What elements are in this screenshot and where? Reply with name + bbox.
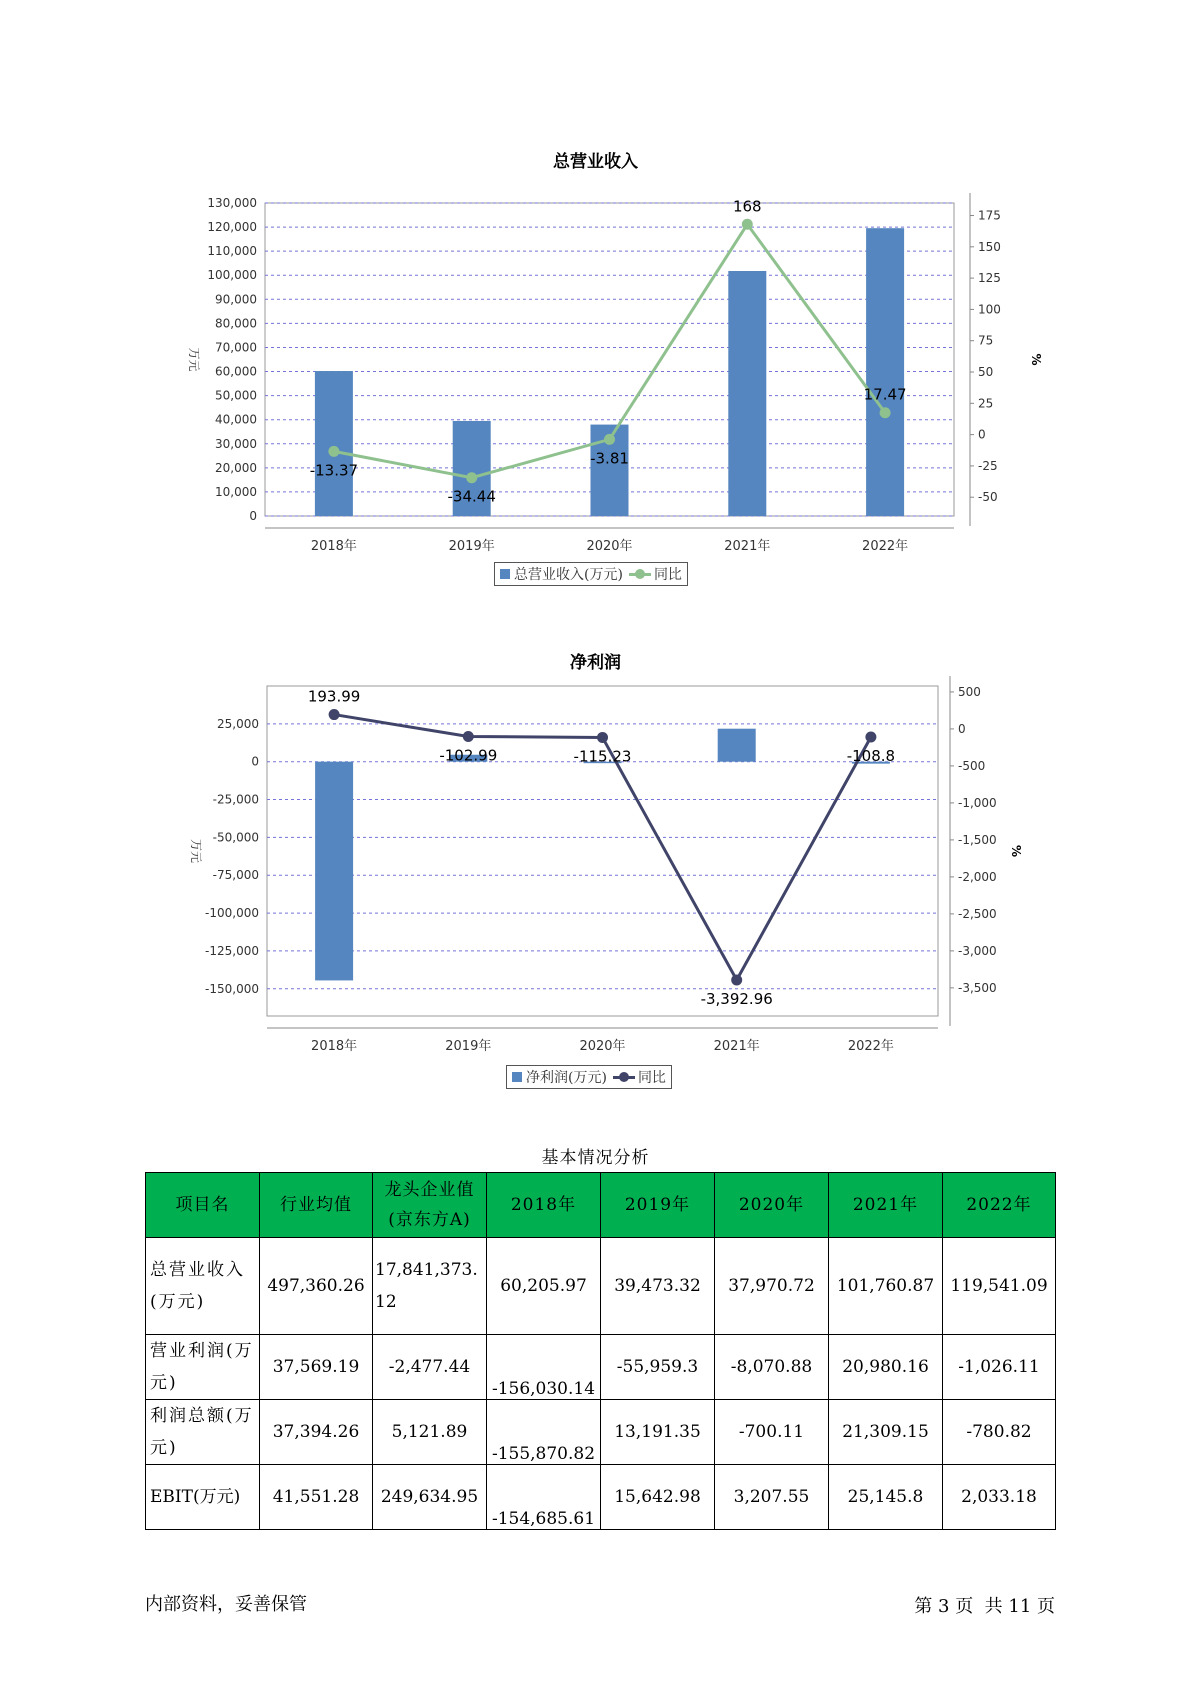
y-left-tick-label: -125,000 bbox=[205, 943, 259, 958]
x-tick-label: 2018年 bbox=[310, 539, 357, 554]
table-cell: 2,033.18 bbox=[943, 1465, 1056, 1530]
line-point bbox=[742, 219, 753, 230]
y-left-tick-label: -50,000 bbox=[212, 830, 259, 845]
y-right-tick-label: 150 bbox=[978, 239, 1001, 254]
y-left-tick-label: 60,000 bbox=[215, 364, 257, 379]
line-point bbox=[328, 446, 339, 457]
data-label: -3,392.96 bbox=[700, 989, 773, 1008]
data-label: -115.23 bbox=[573, 747, 632, 766]
table-header-cell: 2019年 bbox=[601, 1173, 715, 1238]
table-header-row bbox=[146, 1173, 1056, 1238]
table-row bbox=[146, 1238, 1056, 1335]
y-left-tick-label: 40,000 bbox=[215, 412, 257, 427]
basic-analysis-table bbox=[145, 1172, 1056, 1530]
table-header-cell: 2021年 bbox=[829, 1173, 943, 1238]
x-tick-label: 2018年 bbox=[311, 1039, 358, 1054]
y-right-tick-label: 175 bbox=[978, 208, 1001, 223]
table-cell: -1,026.11 bbox=[943, 1335, 1056, 1400]
table-cell: -2,477.44 bbox=[373, 1335, 487, 1400]
data-label: -13.37 bbox=[309, 461, 359, 480]
net-profit-chart bbox=[0, 670, 1191, 1100]
y-left-tick-label: 30,000 bbox=[215, 436, 257, 451]
y-left-tick-label: 0 bbox=[249, 509, 257, 523]
table-row bbox=[146, 1465, 1056, 1530]
table-cell: 20,980.16 bbox=[829, 1335, 943, 1400]
table-cell: -155,870.82 bbox=[487, 1400, 601, 1465]
table-cell: 37,569.19 bbox=[260, 1335, 373, 1400]
y-right-tick-label: 25 bbox=[978, 396, 994, 411]
bar bbox=[728, 271, 766, 516]
table-cell: 39,473.32 bbox=[601, 1238, 715, 1335]
line-point bbox=[597, 732, 608, 743]
legend-bar-label: 总营业收入(万元) bbox=[514, 567, 623, 583]
y-left-axis-title: 万元 bbox=[187, 347, 201, 372]
y-right-tick-label: 75 bbox=[978, 333, 994, 348]
y-left-tick-label: -150,000 bbox=[205, 981, 259, 996]
data-label: -3.81 bbox=[590, 449, 629, 468]
y-left-tick-label: -25,000 bbox=[212, 792, 259, 807]
legend-bar-swatch bbox=[512, 1072, 522, 1082]
table-row-label: 营业利润(万元) bbox=[146, 1335, 260, 1400]
table-cell: 37,970.72 bbox=[715, 1238, 829, 1335]
y-right-tick-label: 100 bbox=[978, 302, 1001, 317]
bar bbox=[315, 762, 353, 981]
x-tick-label: 2021年 bbox=[724, 539, 771, 554]
table-cell: 497,360.26 bbox=[260, 1238, 373, 1335]
table-cell: 249,634.95 bbox=[373, 1465, 487, 1530]
y-left-tick-label: 80,000 bbox=[215, 316, 257, 331]
y-right-tick-label: -25 bbox=[978, 458, 998, 473]
chart-title-revenue: 总营业收入 bbox=[553, 152, 638, 172]
y-right-tick-label: 50 bbox=[978, 365, 994, 380]
table-header-cell: 项目名 bbox=[146, 1173, 260, 1238]
y-left-tick-label: 0 bbox=[251, 754, 259, 769]
y-right-tick-label: 0 bbox=[958, 721, 966, 736]
y-left-tick-label: 100,000 bbox=[207, 268, 257, 283]
bar bbox=[718, 729, 756, 762]
footer-page-number: 第 3 页 共 11 页 bbox=[914, 1596, 1055, 1617]
table-cell: -55,959.3 bbox=[601, 1335, 715, 1400]
y-left-tick-label: -100,000 bbox=[205, 906, 259, 921]
y-left-tick-label: 20,000 bbox=[215, 460, 257, 475]
x-tick-label: 2022年 bbox=[862, 539, 909, 554]
data-label: -102.99 bbox=[439, 746, 498, 765]
line-point bbox=[731, 974, 742, 985]
x-tick-label: 2020年 bbox=[579, 1039, 626, 1054]
revenue-chart-legend bbox=[494, 562, 688, 586]
net-profit-chart-legend bbox=[506, 1065, 672, 1089]
table-header-cell: 2022年 bbox=[943, 1173, 1056, 1238]
table-cell: -700.11 bbox=[715, 1400, 829, 1465]
table-row bbox=[146, 1335, 1056, 1400]
y-right-tick-label: -50 bbox=[978, 490, 998, 505]
x-tick-label: 2019年 bbox=[445, 1039, 492, 1054]
x-tick-label: 2020年 bbox=[586, 539, 633, 554]
y-right-tick-label: 125 bbox=[978, 271, 1001, 286]
table-cell: 13,191.35 bbox=[601, 1400, 715, 1465]
y-right-tick-label: -1,500 bbox=[958, 832, 997, 847]
legend-line-label: 同比 bbox=[653, 567, 682, 583]
y-left-tick-label: 70,000 bbox=[215, 340, 257, 355]
y-right-axis-title: % bbox=[1009, 844, 1023, 858]
x-tick-label: 2019年 bbox=[448, 539, 495, 554]
data-label: 193.99 bbox=[307, 687, 361, 706]
x-tick-label: 2022年 bbox=[847, 1039, 894, 1054]
y-left-tick-label: 25,000 bbox=[217, 716, 259, 731]
table-cell: -156,030.14 bbox=[487, 1335, 601, 1400]
table-cell: -780.82 bbox=[943, 1400, 1056, 1465]
y-right-tick-label: -3,000 bbox=[958, 943, 997, 958]
y-left-tick-label: 120,000 bbox=[207, 220, 257, 235]
table-row bbox=[146, 1400, 1056, 1465]
table-header-cell: 2018年 bbox=[487, 1173, 601, 1238]
y-left-axis-title: 万元 bbox=[189, 838, 203, 864]
legend-line-swatch bbox=[629, 569, 651, 579]
y-right-tick-label: 0 bbox=[978, 427, 986, 442]
table-row-label: 总营业收入(万元) bbox=[146, 1238, 260, 1335]
legend-line-swatch bbox=[613, 1072, 635, 1082]
y-left-tick-label: 50,000 bbox=[215, 388, 257, 403]
table-cell: -8,070.88 bbox=[715, 1335, 829, 1400]
y-right-tick-label: -2,000 bbox=[958, 869, 997, 884]
line-point bbox=[865, 731, 876, 742]
y-left-tick-label: 110,000 bbox=[207, 244, 257, 259]
line-point bbox=[329, 709, 340, 720]
y-right-tick-label: -3,500 bbox=[958, 980, 997, 995]
table-cell: 37,394.26 bbox=[260, 1400, 373, 1465]
table-row-label: 利润总额(万元) bbox=[146, 1400, 260, 1465]
table-cell: -154,685.61 bbox=[487, 1465, 601, 1530]
revenue-chart bbox=[0, 170, 1191, 590]
table-cell: 119,541.09 bbox=[943, 1238, 1056, 1335]
table-cell: 5,121.89 bbox=[373, 1400, 487, 1465]
footer-confidential-note: 内部资料，妥善保管 bbox=[145, 1594, 307, 1615]
table-title: 基本情况分析 bbox=[541, 1148, 650, 1168]
line-point bbox=[466, 472, 477, 483]
table-cell: 17,841,373.12 bbox=[373, 1238, 487, 1335]
y-left-tick-label: 90,000 bbox=[215, 292, 257, 307]
table-header-cell: 龙头企业值(京东方A) bbox=[373, 1173, 487, 1238]
y-right-tick-label: -1,000 bbox=[958, 795, 997, 810]
bar bbox=[866, 228, 904, 516]
y-right-axis-title: % bbox=[1029, 353, 1043, 366]
chart-title-net-profit: 净利润 bbox=[570, 653, 621, 673]
table-cell: 21,309.15 bbox=[829, 1400, 943, 1465]
table-cell: 3,207.55 bbox=[715, 1465, 829, 1530]
y-left-tick-label: 10,000 bbox=[215, 484, 257, 499]
data-label: -108.8 bbox=[846, 746, 896, 765]
table-cell: 60,205.97 bbox=[487, 1238, 601, 1335]
y-right-tick-label: -2,500 bbox=[958, 906, 997, 921]
line-point bbox=[463, 731, 474, 742]
line-point bbox=[880, 407, 891, 418]
data-label: 17.47 bbox=[863, 385, 907, 404]
table-cell: 15,642.98 bbox=[601, 1465, 715, 1530]
data-label: 168 bbox=[732, 197, 762, 216]
y-left-tick-label: 130,000 bbox=[207, 196, 257, 210]
legend-bar-swatch bbox=[500, 569, 510, 579]
legend-bar-label: 净利润(万元) bbox=[526, 1070, 607, 1086]
x-tick-label: 2021年 bbox=[713, 1039, 760, 1054]
table-cell: 101,760.87 bbox=[829, 1238, 943, 1335]
data-label: -34.44 bbox=[447, 487, 496, 506]
table-cell: 41,551.28 bbox=[260, 1465, 373, 1530]
table-header-cell: 行业均值 bbox=[260, 1173, 373, 1238]
y-left-tick-label: -75,000 bbox=[212, 868, 259, 883]
y-right-tick-label: 500 bbox=[958, 684, 981, 699]
line-point bbox=[604, 434, 615, 445]
legend-line-label: 同比 bbox=[637, 1070, 666, 1086]
table-row-label: EBIT(万元) bbox=[146, 1465, 260, 1530]
table-header-cell: 2020年 bbox=[715, 1173, 829, 1238]
bar bbox=[315, 371, 353, 516]
table-cell: 25,145.8 bbox=[829, 1465, 943, 1530]
y-right-tick-label: -500 bbox=[958, 758, 986, 773]
